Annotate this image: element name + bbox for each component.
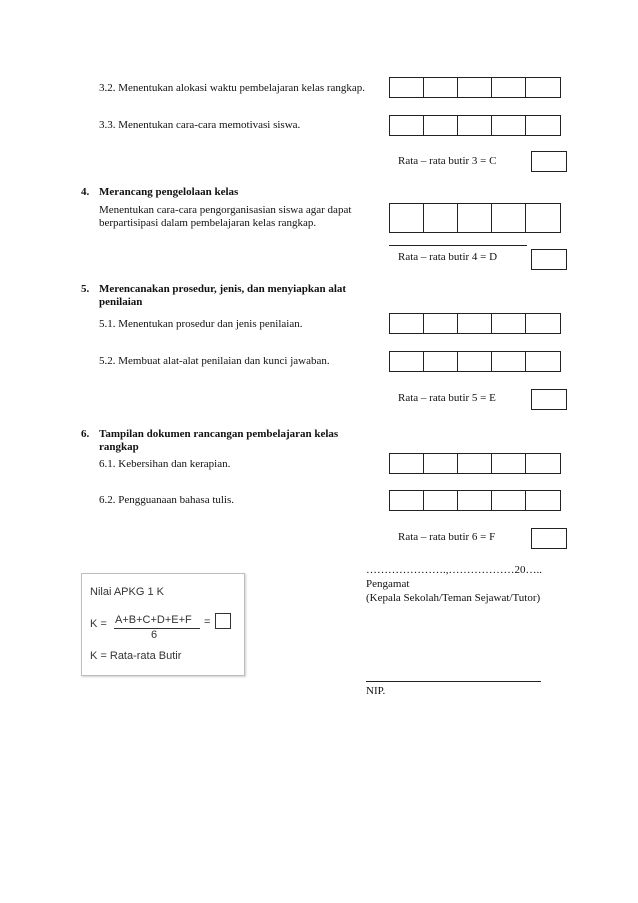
item-3-2-label: 3.2. Menentukan alokasi waktu pembelajaran kelas rangkap. [99,82,366,94]
score-cell[interactable] [492,491,526,510]
item-5-1-label: 5.1. Menentukan prosedur dan jenis penilaian. [99,318,303,330]
score-cell[interactable] [424,454,458,473]
signature-line [366,681,541,682]
signature-role-detail: (Kepala Sekolah/Teman Sejawat/Tutor) [366,592,541,604]
score-cell[interactable] [458,352,492,371]
score-cell[interactable] [492,204,526,232]
item-3-2-score-cells [389,77,561,98]
average-e-box[interactable] [531,389,567,410]
item-6-1-label: 6.1. Kebersihan dan kerapian. [99,458,231,470]
score-cell[interactable] [526,204,560,232]
score-cell[interactable] [458,491,492,510]
score-cell[interactable] [390,314,424,333]
formula-denominator: 6 [151,629,158,641]
score-cell[interactable] [526,314,560,333]
score-cell[interactable] [526,352,560,371]
item-3-3-score-cells [389,115,561,136]
average-c-label: Rata – rata butir 3 = C [398,155,497,167]
item-5-number: 5. [81,283,90,295]
average-d-label: Rata – rata butir 4 = D [398,251,498,263]
score-cell[interactable] [390,454,424,473]
average-f-label: Rata – rata butir 6 = F [398,531,496,543]
score-cell[interactable] [458,116,492,135]
item-4-number: 4. [81,186,90,198]
formula-result-box[interactable] [215,613,231,629]
score-cell[interactable] [458,454,492,473]
score-cell[interactable] [492,352,526,371]
score-cell[interactable] [424,116,458,135]
item-5-title: Merencanakan prosedur, jenis, dan menyiapkan alat penilaian [99,283,347,308]
item-6-1-score-cells [389,453,561,474]
item-6-title: Tampilan dokumen rancangan pembelajaran kelas rangkap [99,428,339,453]
score-cell[interactable] [492,314,526,333]
score-cell[interactable] [526,491,560,510]
score-cell[interactable] [424,78,458,97]
signature-nip: NIP. [366,685,386,697]
score-cell[interactable] [492,454,526,473]
score-cell[interactable] [526,116,560,135]
formula-equals: = [204,616,211,628]
item-6-2-score-cells [389,490,561,511]
item-3-3-label: 3.3. Menentukan cara-cara memotivasi siswa. [99,119,301,131]
formula-numerator: A+B+C+D+E+F [115,614,192,626]
average-d-box[interactable] [531,249,567,270]
score-cell[interactable] [424,314,458,333]
score-cell[interactable] [424,352,458,371]
score-cell[interactable] [424,491,458,510]
average-f-box[interactable] [531,528,567,549]
average-e-label: Rata – rata butir 5 = E [398,392,496,404]
item-6-2-label: 6.2. Pengguanaan bahasa tulis. [99,494,235,506]
item-5-1-score-cells [389,313,561,334]
score-cell[interactable] [390,491,424,510]
score-cell[interactable] [458,78,492,97]
score-cell[interactable] [458,314,492,333]
formula-title: Nilai APKG 1 K [90,586,164,598]
score-cell[interactable] [390,78,424,97]
score-cell[interactable] [390,204,424,232]
score-cell[interactable] [390,116,424,135]
score-cell[interactable] [492,78,526,97]
item-4-title: Merancang pengelolaan kelas [99,186,239,198]
formula-k-equals: K = [90,618,107,630]
item-4-score-cells [389,203,561,233]
average-c-box[interactable] [531,151,567,172]
item-5-2-score-cells [389,351,561,372]
item-5-2-label: 5.2. Membuat alat-alat penilaian dan kunci jawaban. [99,355,330,367]
formula-legend: K = Rata-rata Butir [90,650,182,662]
score-cell[interactable] [458,204,492,232]
score-cell[interactable] [526,454,560,473]
item-4-description: Menentukan cara-cara pengorganisasian siswa agar dapat berpartisipasi dalam pembelajaran kelas rangkap. [99,204,352,229]
score-cell[interactable] [424,204,458,232]
signature-date-line: ………………….,………………20….. [366,564,542,576]
score-cell[interactable] [526,78,560,97]
item-6-number: 6. [81,428,90,440]
score-cell[interactable] [492,116,526,135]
signature-role: Pengamat [366,578,410,590]
separator-line [389,245,527,246]
score-cell[interactable] [390,352,424,371]
formula-box [81,573,245,676]
